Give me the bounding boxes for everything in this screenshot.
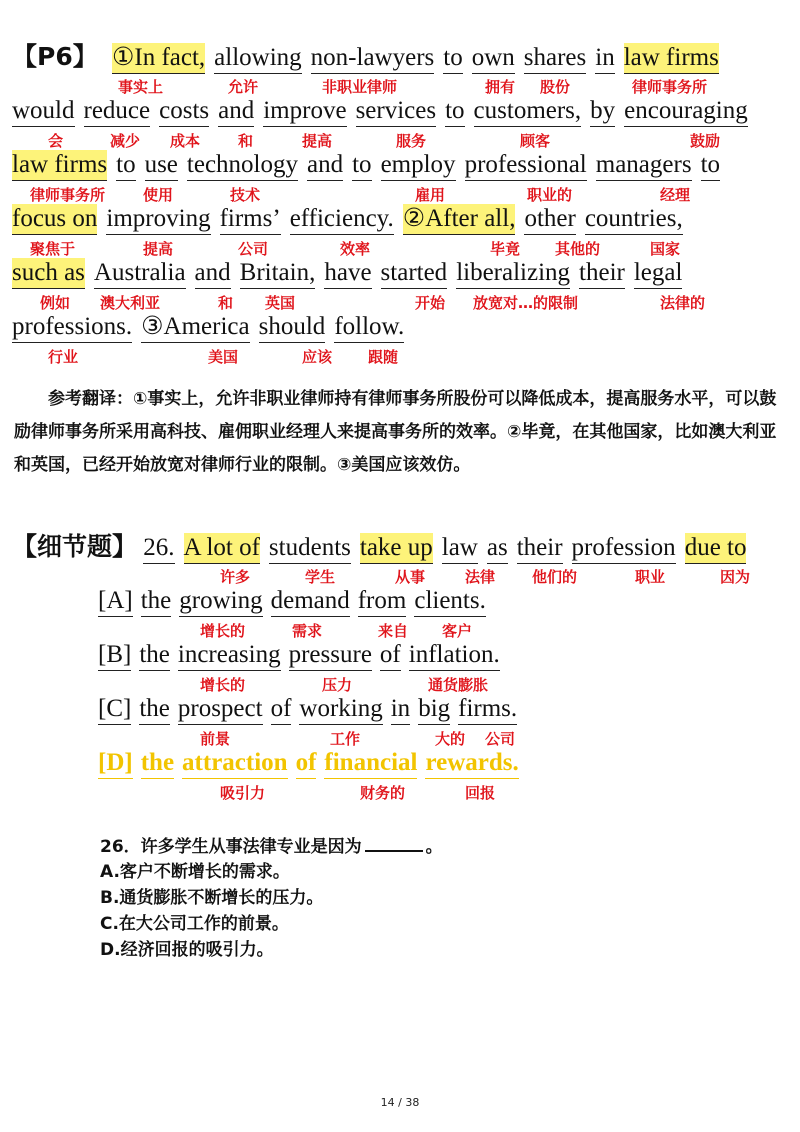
word: improve [263, 96, 346, 127]
gloss: 律师事务所 [632, 78, 708, 96]
word: Britain, [240, 258, 316, 289]
gloss: 澳大利亚 [100, 294, 161, 312]
word: would [12, 96, 75, 127]
gloss: 前景 [200, 730, 231, 748]
passage-line-4 [12, 204, 788, 235]
option-c-gloss [0, 728, 800, 750]
word: law [442, 533, 478, 564]
gloss: 学生 [305, 568, 336, 586]
word: own [472, 43, 515, 74]
gloss: 顾客 [520, 132, 551, 150]
option-word: clients. [414, 586, 486, 617]
gloss: 因为 [720, 568, 751, 586]
word: started [381, 258, 448, 289]
translation-text: ①事实上，允许非职业律师持有律师事务所股份可以降低成本，提高服务水平，可以鼓励律师事务所采用高科技、雇佣职业经理人来提高事务所的效率。②毕竟，在其他国家，比如澳大利亚和英国，已经开始放宽对律师行业的限制。③美国应该效仿。 [14, 389, 777, 475]
gloss: 减少 [110, 132, 141, 150]
gloss: 英国 [265, 294, 296, 312]
gloss: 鼓励 [690, 132, 721, 150]
gloss: 聚焦于 [30, 240, 76, 258]
gloss: 回报 [465, 784, 496, 802]
cn-option-c: C.在大公司工作的前景。 [100, 914, 289, 934]
word: and [195, 258, 231, 289]
page-sep: / [398, 1096, 402, 1109]
gloss: 毕竟 [490, 240, 521, 258]
gloss: 国家 [650, 240, 681, 258]
option-b-gloss [0, 674, 800, 696]
word: to [352, 150, 371, 181]
word: use [145, 150, 178, 181]
option-word: the [139, 640, 170, 671]
option-word: in [391, 694, 410, 725]
gloss: 法律 [465, 568, 496, 586]
option-word: the [141, 748, 174, 779]
gloss: 吸引力 [220, 784, 266, 802]
word: law firms [624, 43, 719, 74]
answer-blank[interactable] [365, 834, 423, 852]
word: ①In fact, [112, 43, 205, 74]
gloss-line-2 [0, 130, 800, 152]
option-word: [A] [98, 586, 133, 617]
cn-option-a: A.客户不断增长的需求。 [100, 862, 290, 882]
option-a-gloss [0, 620, 800, 642]
reference-translation [14, 383, 788, 482]
word: A lot of [184, 533, 260, 564]
gloss: 应该 [302, 348, 333, 366]
passage-line-2 [12, 96, 788, 127]
word: employ [381, 150, 456, 181]
word: in [595, 43, 614, 74]
word: have [324, 258, 371, 289]
gloss: 法律的 [660, 294, 706, 312]
gloss: 允许 [228, 78, 259, 96]
option-c[interactable] [98, 694, 525, 725]
gloss: 跟随 [368, 348, 399, 366]
word: improving [106, 204, 210, 235]
gloss: 提高 [143, 240, 174, 258]
option-word: the [139, 694, 170, 725]
option-a[interactable] [98, 586, 494, 617]
word: encouraging [624, 96, 748, 127]
gloss: 行业 [48, 348, 79, 366]
word: ③America [141, 312, 249, 343]
gloss-line-6 [0, 346, 800, 368]
cn-question-stem [100, 834, 443, 859]
option-word: inflation. [409, 640, 500, 671]
option-word: [C] [98, 694, 131, 725]
word: other [524, 204, 575, 235]
gloss: 来自 [378, 622, 409, 640]
passage-line-6 [12, 312, 788, 343]
gloss: 经理 [660, 186, 691, 204]
word: follow. [334, 312, 404, 343]
gloss: 律师事务所 [30, 186, 106, 204]
gloss: 服务 [396, 132, 427, 150]
word: due to [685, 533, 747, 564]
word: take up [360, 533, 433, 564]
word: technology [187, 150, 298, 181]
question-stem [12, 532, 788, 564]
option-word: demand [271, 586, 350, 617]
gloss: 放宽对…的限制 [473, 294, 579, 312]
word: managers [596, 150, 692, 181]
gloss-line-3 [0, 184, 800, 206]
option-b[interactable] [98, 640, 508, 671]
gloss: 工作 [330, 730, 361, 748]
word: professional [465, 150, 587, 181]
word: their [579, 258, 625, 289]
option-word: increasing [178, 640, 281, 671]
gloss: 开始 [415, 294, 446, 312]
option-word: financial [324, 748, 417, 779]
word: services [356, 96, 437, 127]
word: professions. [12, 312, 132, 343]
translation-label: 参考翻译： [48, 389, 133, 409]
word: customers, [474, 96, 582, 127]
gloss: 会 [48, 132, 64, 150]
option-word: firms. [458, 694, 517, 725]
page-footer [0, 1096, 800, 1109]
option-word: the [141, 586, 172, 617]
gloss: 股份 [540, 78, 571, 96]
word: shares [524, 43, 586, 74]
word: to [701, 150, 720, 181]
word: students [269, 533, 351, 564]
word: allowing [214, 43, 302, 74]
gloss: 效率 [340, 240, 371, 258]
word: by [590, 96, 615, 127]
option-word: of [296, 748, 317, 779]
word: focus on [12, 204, 97, 235]
cn-option-b: B.通货膨胀不断增长的压力。 [100, 888, 324, 908]
gloss: 许多 [220, 568, 251, 586]
gloss: 通货膨胀 [428, 676, 489, 694]
page-number: 14 [380, 1096, 395, 1109]
word: should [259, 312, 326, 343]
option-word: rewards. [425, 748, 518, 779]
gloss: 拥有 [485, 78, 516, 96]
gloss: 财务的 [360, 784, 406, 802]
gloss: 职业的 [527, 186, 573, 204]
word: Australia [94, 258, 186, 289]
option-word: working [299, 694, 382, 725]
gloss: 其他的 [555, 240, 601, 258]
gloss: 成本 [170, 132, 201, 150]
cn-stem-end: 。 [425, 837, 443, 857]
option-word: [D] [98, 748, 133, 779]
word: to [445, 96, 464, 127]
word: such as [12, 258, 85, 289]
gloss: 公司 [238, 240, 269, 258]
gloss: 他们的 [532, 568, 578, 586]
word: countries, [585, 204, 683, 235]
gloss: 压力 [322, 676, 353, 694]
gloss: 例如 [40, 294, 71, 312]
word: costs [159, 96, 209, 127]
question-stem-gloss [0, 566, 800, 588]
gloss: 和 [218, 294, 234, 312]
word: liberalizing [456, 258, 570, 289]
option-word: of [271, 694, 292, 725]
gloss: 提高 [302, 132, 333, 150]
passage-line-5 [12, 258, 788, 289]
word: legal [634, 258, 683, 289]
gloss-line-5 [0, 292, 800, 314]
word: reduce [84, 96, 151, 127]
word: to [443, 43, 462, 74]
word: ②After all, [403, 204, 516, 235]
option-word: pressure [289, 640, 372, 671]
word: as [487, 533, 508, 564]
word: and [218, 96, 254, 127]
gloss: 大的 [435, 730, 466, 748]
gloss-line-1 [0, 76, 800, 98]
option-word: from [358, 586, 407, 617]
gloss: 客户 [442, 622, 473, 640]
option-word: growing [179, 586, 262, 617]
option-d-correct[interactable] [98, 748, 527, 779]
word: non-lawyers [311, 43, 435, 74]
passage-line-3 [12, 150, 788, 181]
option-word: big [418, 694, 450, 725]
option-d-gloss [0, 782, 800, 804]
word: profession [572, 533, 676, 564]
gloss: 职业 [635, 568, 666, 586]
passage-line-1 [12, 42, 788, 74]
option-word: attraction [182, 748, 288, 779]
word: firms’ [220, 204, 281, 235]
gloss: 从事 [395, 568, 426, 586]
question-tag: 【细节题】 [12, 532, 138, 561]
cn-option-d: D.经济回报的吸引力。 [100, 940, 274, 960]
gloss-line-4 [0, 238, 800, 260]
gloss: 非职业律师 [322, 78, 398, 96]
word: efficiency. [290, 204, 394, 235]
gloss: 事实上 [118, 78, 164, 96]
gloss: 雇用 [415, 186, 446, 204]
gloss: 增长的 [200, 622, 246, 640]
word: to [116, 150, 135, 181]
gloss: 和 [238, 132, 254, 150]
gloss: 使用 [143, 186, 174, 204]
page-total: 38 [405, 1096, 420, 1109]
gloss: 技术 [230, 186, 261, 204]
option-word: prospect [178, 694, 263, 725]
paragraph-tag: 【P6】 [12, 42, 98, 71]
word: law firms [12, 150, 107, 181]
option-word: [B] [98, 640, 131, 671]
gloss: 增长的 [200, 676, 246, 694]
gloss: 公司 [485, 730, 516, 748]
gloss: 需求 [292, 622, 323, 640]
word: and [307, 150, 343, 181]
word: their [517, 533, 563, 564]
word: 26. [143, 533, 174, 564]
gloss: 美国 [208, 348, 239, 366]
option-word: of [380, 640, 401, 671]
cn-stem-text: 26．许多学生从事法律专业是因为 [100, 837, 362, 857]
